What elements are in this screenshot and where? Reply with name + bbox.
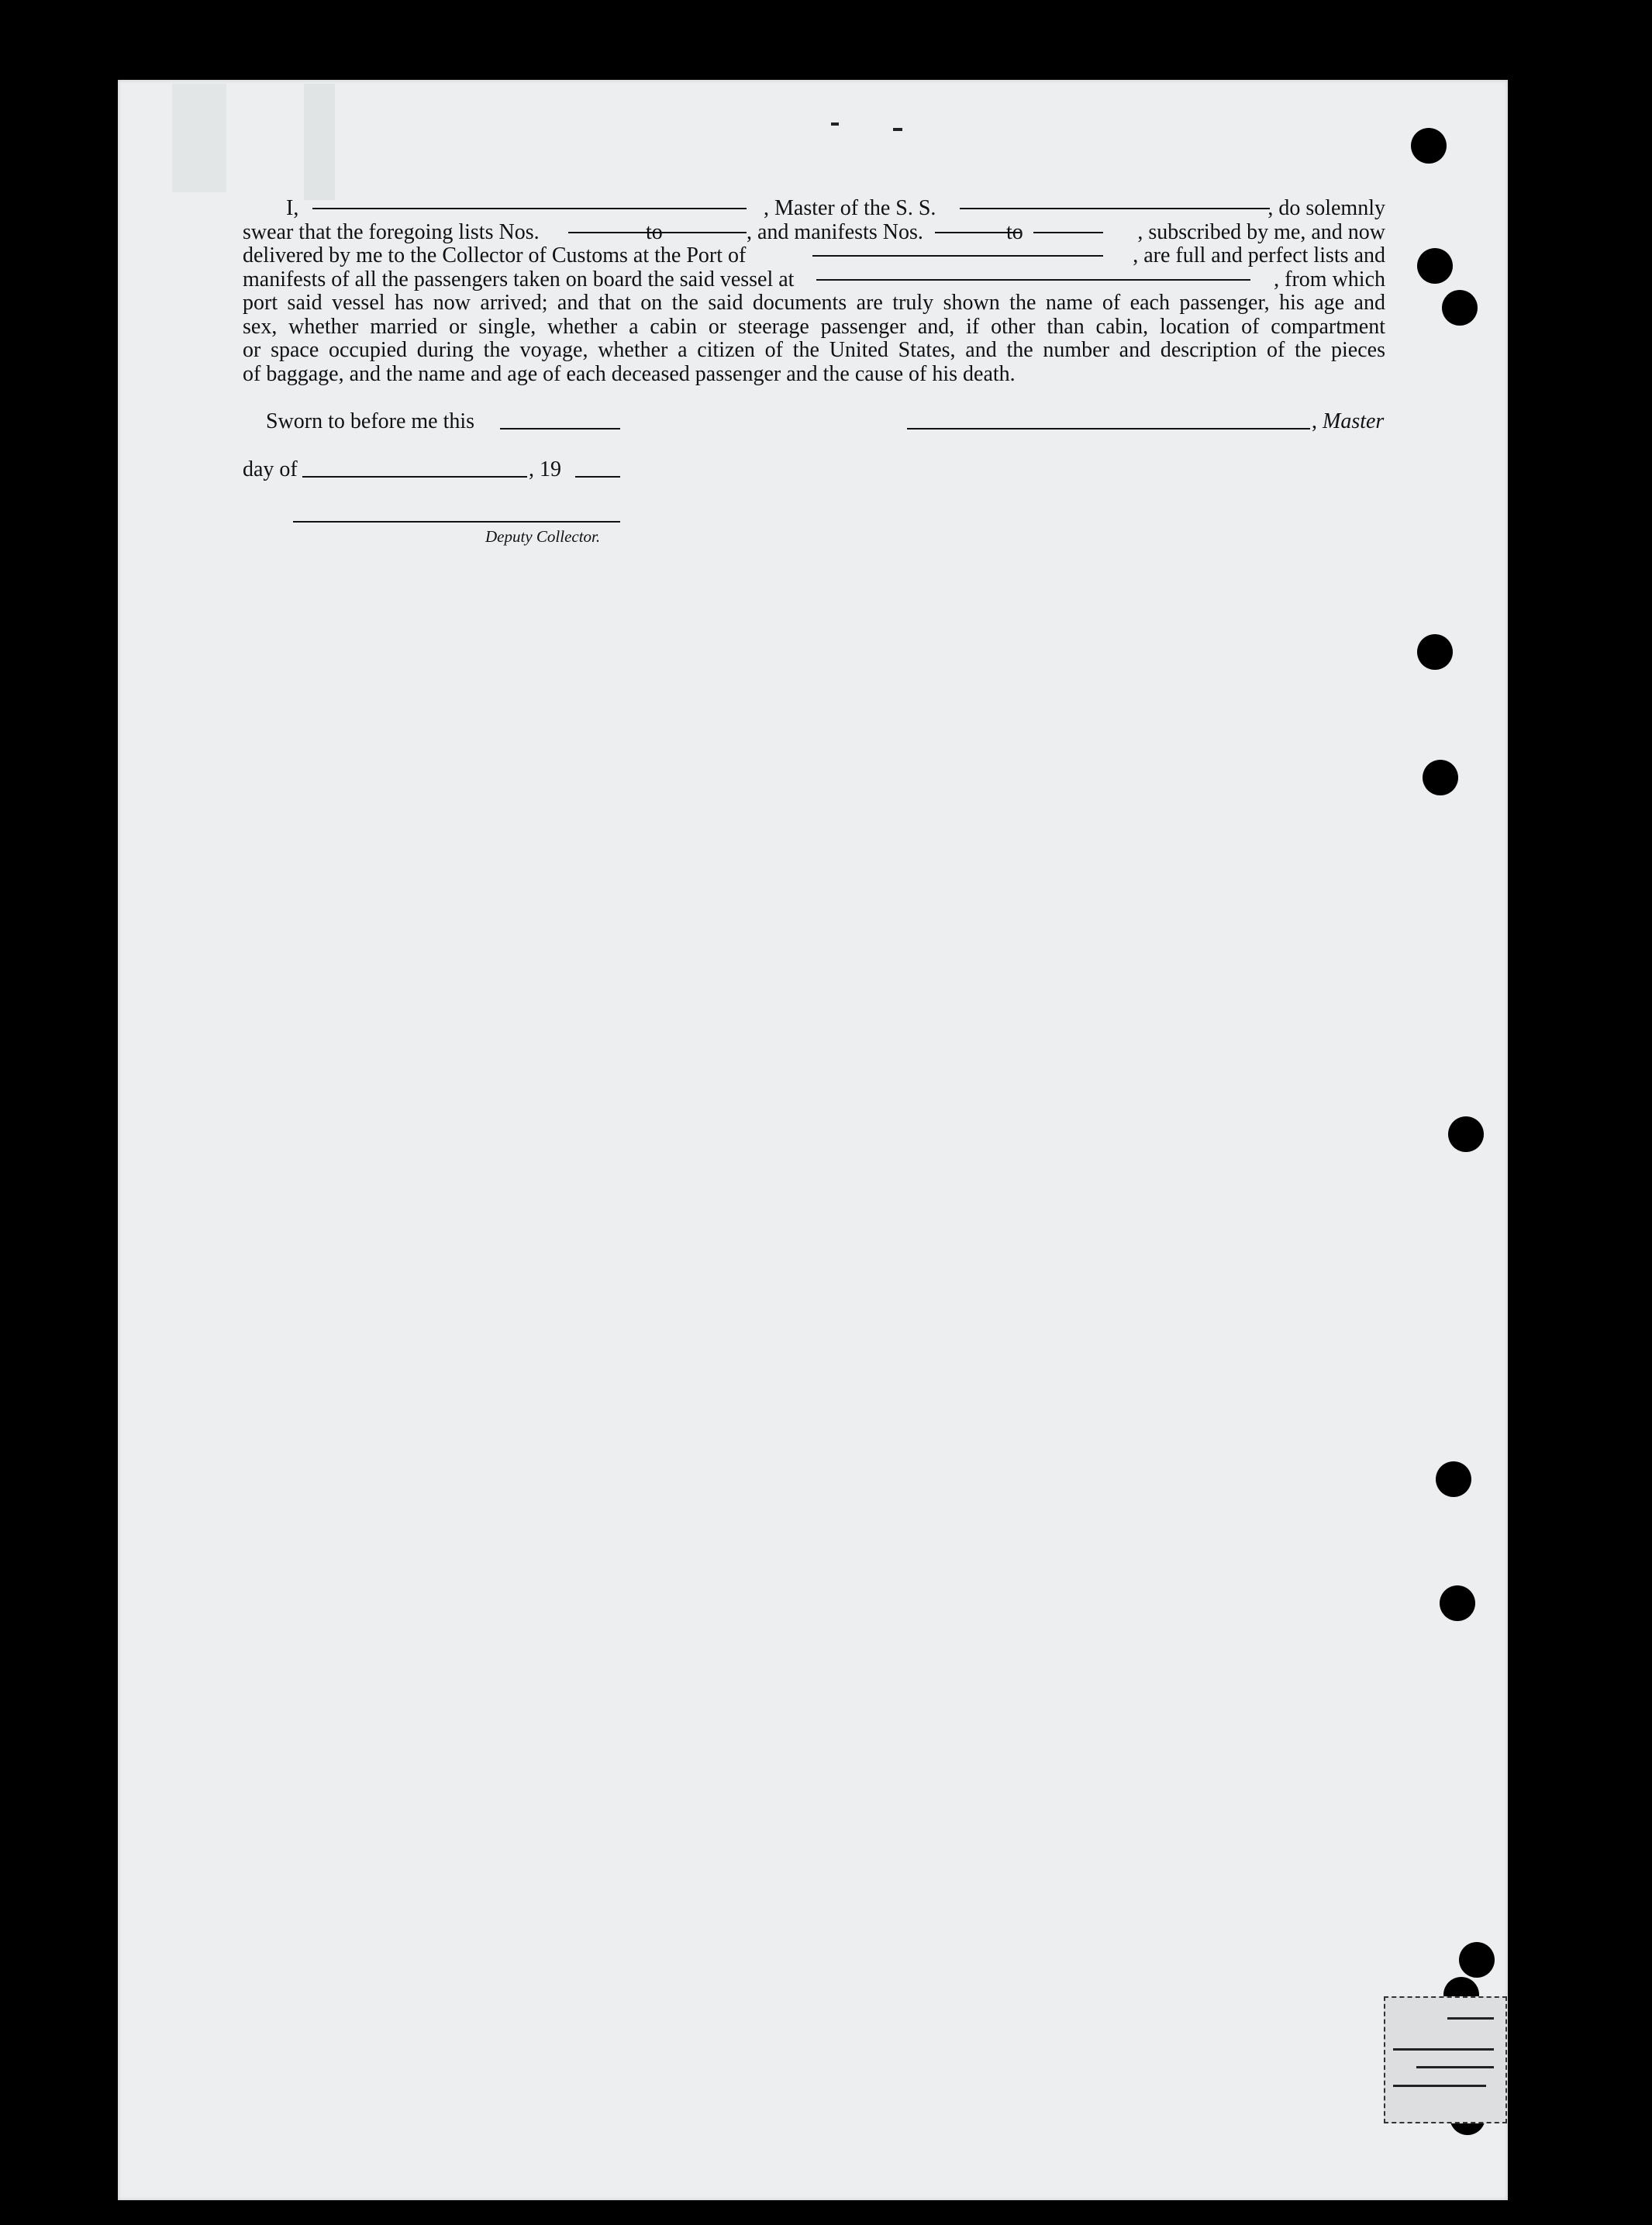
day-of-label bbox=[243, 457, 298, 482]
oath-line-3 bbox=[243, 244, 1385, 268]
port-blank bbox=[812, 255, 1103, 257]
day-of-blank bbox=[302, 476, 527, 478]
day-of-text: day of bbox=[243, 457, 298, 481]
oath-line-2 bbox=[243, 221, 1385, 245]
master-word: Master bbox=[1323, 409, 1385, 433]
stamp-mark bbox=[1393, 2048, 1494, 2051]
oath-solemnly: , do solemnly bbox=[1267, 196, 1385, 220]
sworn-text: Sworn to before me this bbox=[266, 409, 475, 433]
document-sheet bbox=[118, 80, 1508, 2200]
oath-subscribed: , subscribed by me, and now bbox=[1137, 219, 1385, 244]
year-label bbox=[529, 457, 561, 482]
master-comma: , bbox=[1312, 409, 1323, 433]
lists-blank-2 bbox=[681, 232, 747, 233]
oath-full-perfect: , are full and perfect lists and bbox=[1133, 243, 1385, 267]
vessel-port-blank bbox=[816, 279, 1250, 281]
oath-line-4 bbox=[243, 268, 1385, 292]
punch-hole bbox=[1440, 1585, 1475, 1621]
oath-from-which: , from which bbox=[1274, 267, 1385, 291]
punch-hole bbox=[1448, 1116, 1484, 1152]
master-signature-label bbox=[1312, 409, 1384, 434]
oath-to-2: to bbox=[1006, 219, 1023, 244]
stamp-mark bbox=[1416, 2066, 1494, 2068]
year-text: , 19 bbox=[529, 457, 561, 481]
punch-hole bbox=[1442, 290, 1478, 326]
oath-line-6: sex, whether married or single, whether a cabin or steerage passenger and, if other than cabin, location of compartment bbox=[243, 314, 1385, 339]
ghost-mark-top-left-2 bbox=[304, 84, 335, 200]
deputy-collector-label bbox=[485, 527, 600, 547]
oath-manifests-nos: , and manifests Nos. bbox=[747, 219, 923, 244]
oath-lists-nos: swear that the foregoing lists Nos. bbox=[243, 219, 540, 244]
oath-line-5: port said vessel has now arrived; and that on the said documents are truly shown the name of each passenger, his age and bbox=[243, 291, 1385, 315]
ink-speck bbox=[893, 128, 902, 131]
stamp-mark bbox=[1393, 2085, 1486, 2087]
sworn-label bbox=[266, 409, 474, 434]
oath-line-7: or space occupied during the voyage, whether a citizen of the United States, and the number and description of the pieces bbox=[243, 338, 1385, 362]
punch-hole bbox=[1417, 634, 1453, 670]
punch-hole bbox=[1436, 1461, 1471, 1497]
manifests-blank-2 bbox=[1033, 232, 1103, 233]
oath-paragraph bbox=[243, 197, 1385, 386]
oath-to-1: to bbox=[646, 219, 663, 244]
oath-vessel-at: manifests of all the passengers taken on board the said vessel at bbox=[243, 267, 795, 291]
ink-speck bbox=[831, 122, 839, 126]
lists-blank-1 bbox=[568, 232, 681, 233]
year-blank bbox=[575, 476, 620, 478]
stamp-mark bbox=[1447, 2017, 1494, 2020]
oath-line-8: of baggage, and the name and age of each deceased passenger and the cause of his death. bbox=[243, 361, 1016, 386]
deputy-signature-line bbox=[293, 521, 620, 523]
punch-hole bbox=[1423, 760, 1458, 795]
ghost-mark-top-left bbox=[172, 84, 226, 192]
oath-master-of: , Master of the S. S. bbox=[764, 196, 936, 220]
deputy-collector-text: Deputy Collector. bbox=[485, 527, 601, 546]
punch-hole bbox=[1459, 1942, 1495, 1978]
master-name-blank bbox=[312, 208, 747, 209]
oath-line-1 bbox=[243, 197, 1385, 221]
master-signature-line bbox=[907, 428, 1310, 429]
ship-name-blank bbox=[960, 208, 1270, 209]
punch-hole bbox=[1411, 128, 1447, 164]
punch-hole bbox=[1417, 248, 1453, 284]
sworn-date-blank bbox=[500, 428, 620, 429]
archive-stamp bbox=[1384, 1996, 1507, 2123]
oath-port-of: delivered by me to the Collector of Customs at the Port of bbox=[243, 243, 747, 267]
oath-i: I, bbox=[286, 196, 299, 220]
